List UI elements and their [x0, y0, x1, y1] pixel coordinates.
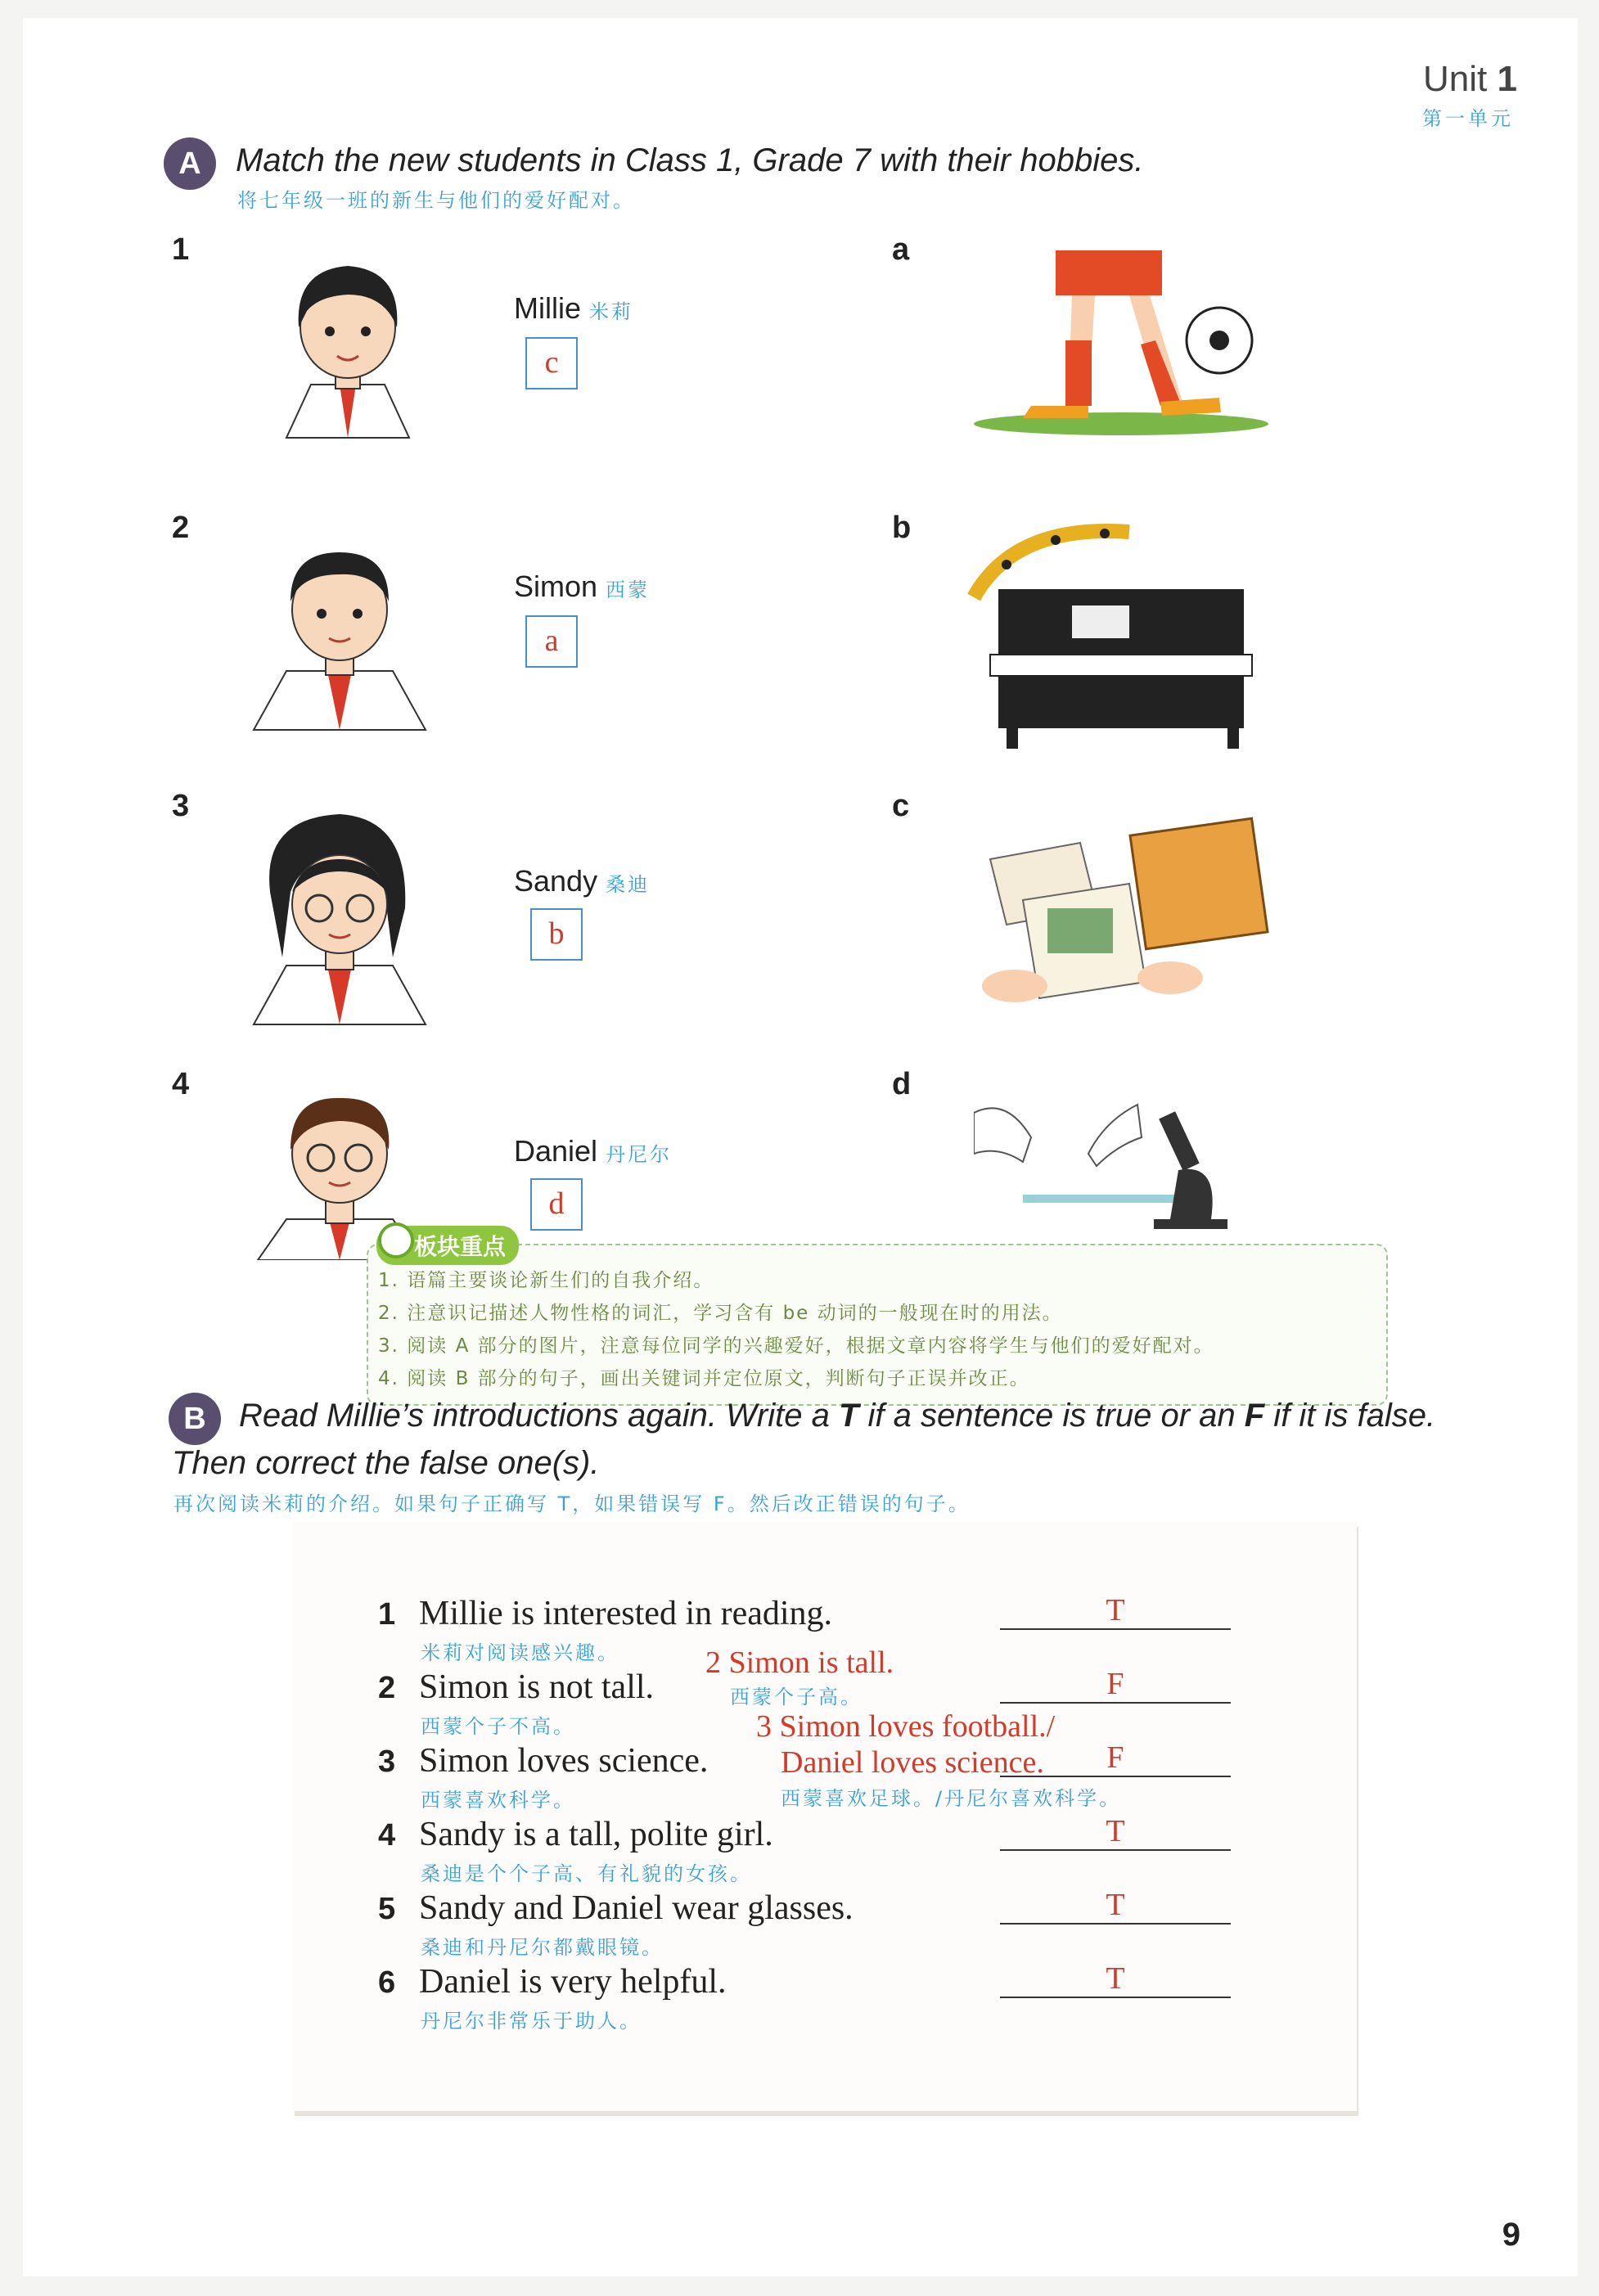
girl-sandy-icon [245, 794, 434, 1031]
answer-mark[interactable]: T [1106, 1888, 1125, 1922]
section-a-badge: A [164, 137, 216, 190]
item-sentence-cn: 西蒙喜欢科学。 [421, 1789, 575, 1812]
item-number: 6 [378, 1965, 396, 2000]
boy-simon-icon [245, 515, 434, 736]
student-number: 4 [172, 1067, 190, 1101]
match-answer-box[interactable]: d [530, 1178, 583, 1231]
unit-title: Unit 1 [1423, 59, 1517, 99]
key-point-line: 4. 阅读 B 部分的句子，画出关键词并定位原文，判断句子正误并改正。 [378, 1368, 1030, 1389]
piano-icon [966, 515, 1260, 753]
correction-text: 2 Simon is tall. [705, 1645, 894, 1680]
correction-text-cn: 西蒙喜欢足球。/丹尼尔喜欢科学。 [781, 1787, 1122, 1810]
student-number: 3 [172, 789, 190, 823]
girl-millie-icon [262, 237, 434, 450]
hobby-letter: a [892, 232, 910, 267]
key-point-line: 1. 语篇主要谈论新生们的自我介绍。 [378, 1270, 714, 1291]
item-sentence: Sandy is a tall, polite girl. [419, 1816, 773, 1853]
answer-line[interactable] [1000, 1997, 1231, 1998]
lightbulb-icon [378, 1222, 414, 1258]
correction-text-cn: 西蒙个子高。 [730, 1686, 863, 1708]
correction-text: Daniel loves science. [781, 1745, 1044, 1780]
item-sentence-cn: 米莉对阅读感兴趣。 [421, 1641, 619, 1664]
item-number: 4 [378, 1818, 396, 1853]
answer-line[interactable] [1000, 1702, 1231, 1704]
answer-mark[interactable]: F [1106, 1667, 1124, 1701]
section-b-instruction: Read Millie’s introductions again. Write a T if a sentence is true or an F if it is false. [239, 1398, 1436, 1434]
key-point-line: 2. 注意识记描述人物性格的词汇，学习含有 be 动词的一般现在时的用法。 [378, 1303, 1063, 1324]
section-b-badge: B [169, 1393, 221, 1445]
section-b-instruction-line2: Then correct the false one(s). [172, 1445, 600, 1481]
answer-line[interactable] [1000, 1923, 1231, 1925]
hobby-letter: d [892, 1067, 912, 1101]
answer-line[interactable] [1000, 1776, 1231, 1777]
match-answer-box[interactable]: a [525, 615, 578, 668]
student-name: Sandy 桑迪 [514, 864, 651, 898]
item-sentence: Simon is not tall. [419, 1668, 655, 1706]
correction-text: 3 Simon loves football./ [756, 1709, 1056, 1744]
item-number: 5 [378, 1892, 396, 1926]
student-name: Simon 西蒙 [514, 569, 651, 603]
section-a-instruction-cn: 将七年级一班的新生与他们的爱好配对。 [237, 189, 635, 212]
item-sentence: Simon loves science. [419, 1742, 709, 1780]
item-sentence: Sandy and Daniel wear glasses. [419, 1889, 854, 1927]
unit-subtitle: 第一单元 [1422, 107, 1514, 130]
student-number: 2 [172, 511, 190, 545]
football-icon [966, 242, 1277, 439]
answer-line[interactable] [1000, 1628, 1231, 1630]
match-answer-box[interactable]: b [530, 908, 583, 961]
section-a-instruction: Match the new students in Class 1, Grade 7 with their hobbies. [236, 142, 1144, 178]
item-sentence-cn: 西蒙个子不高。 [421, 1715, 575, 1738]
page-number: 9 [1502, 2217, 1520, 2253]
key-point-line: 3. 阅读 A 部分的图片，注意每位同学的兴趣爱好，根据文章内容将学生与他们的爱好配对。 [378, 1335, 1214, 1357]
item-sentence: Daniel is very helpful. [419, 1963, 727, 2001]
item-sentence-cn: 丹尼尔非常乐于助人。 [421, 2010, 642, 2033]
student-name: Daniel 丹尼尔 [514, 1134, 673, 1168]
books-icon [974, 810, 1277, 1006]
answer-mark[interactable]: T [1106, 1814, 1125, 1848]
item-sentence: Millie is interested in reading. [419, 1595, 833, 1632]
answer-mark[interactable]: T [1106, 1961, 1125, 1996]
hobby-letter: b [892, 511, 912, 545]
item-number: 3 [378, 1745, 396, 1779]
microscope-icon [974, 1088, 1244, 1236]
item-sentence-cn: 桑迪是个个子高、有礼貌的女孩。 [421, 1862, 752, 1885]
key-points-title: 板块重点 [376, 1226, 519, 1265]
item-number: 2 [378, 1671, 396, 1705]
answer-mark[interactable]: T [1106, 1593, 1125, 1627]
item-sentence-cn: 桑迪和丹尼尔都戴眼镜。 [421, 1936, 664, 1959]
answer-line[interactable] [1000, 1849, 1231, 1851]
student-name: Millie 米莉 [514, 291, 634, 325]
section-b-instruction-cn: 再次阅读米莉的介绍。如果句子正确写 T，如果错误写 F。然后改正错误的句子。 [173, 1492, 971, 1515]
answer-mark[interactable]: F [1106, 1740, 1124, 1775]
match-answer-box[interactable]: c [525, 337, 578, 389]
item-number: 1 [378, 1597, 396, 1632]
student-number: 1 [172, 232, 190, 267]
hobby-letter: c [892, 789, 910, 823]
